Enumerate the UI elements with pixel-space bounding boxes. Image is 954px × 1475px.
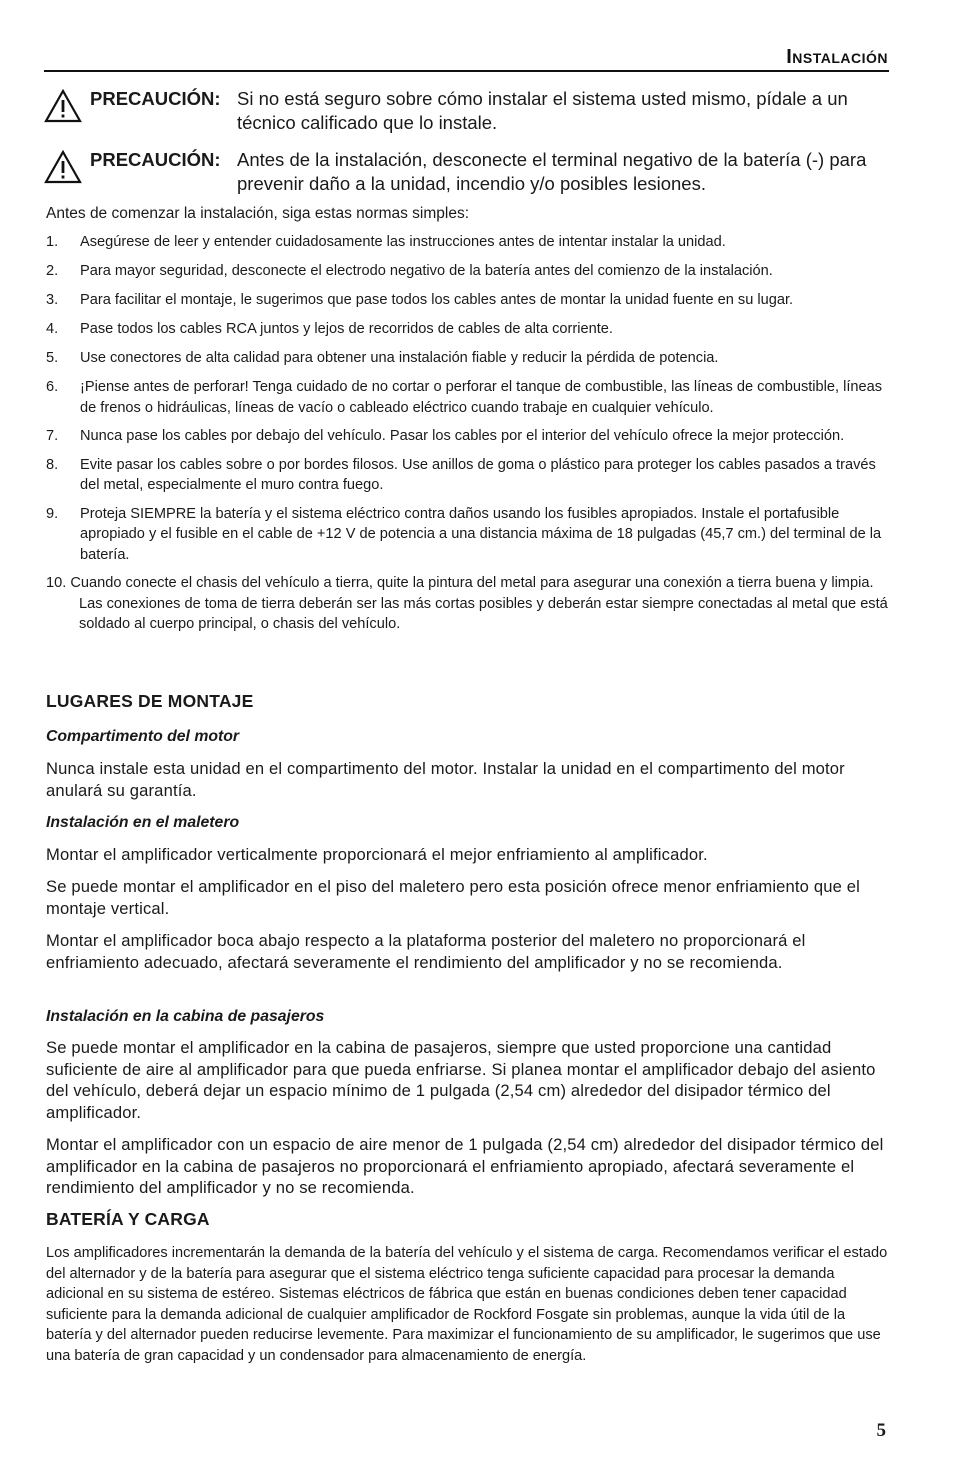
list-item xyxy=(46,261,888,282)
paragraph-engine: Nunca instale esta unidad en el compartimento del motor. Instalar la unidad en el compartimento del motor anulará su garantía. xyxy=(46,759,845,800)
item-number: 7. xyxy=(46,428,59,444)
item-number: 5. xyxy=(46,350,59,366)
item-number: 6. xyxy=(46,379,59,395)
section-heading-battery: BATERÍA Y CARGA xyxy=(46,1209,210,1229)
caution-text: Si no está seguro sobre cómo instalar el sistema usted mismo, pídale a un técnico calificado que lo instale. xyxy=(237,88,848,133)
item-number: 8. xyxy=(46,456,59,473)
item-text: Asegúrese de leer y entender cuidadosamente las instrucciones antes de intentar instalar la unidad. xyxy=(80,234,726,250)
item-text: Nunca pase los cables por debajo del vehículo. Pasar los cables por el interior del vehículo ofrece la mejor protección. xyxy=(80,428,845,444)
subheading-engine: Compartimento del motor xyxy=(46,728,240,745)
paragraph-trunk-2: Se puede montar el amplificador en el piso del maletero pero esta posición ofrece menor enfriamiento que el montaje vertical. xyxy=(46,877,860,918)
paragraph-battery: Los amplificadores incrementarán la demanda de la batería del vehículo y el sistema de carga. Recomendamos verificar el estado del alternador y de la batería para asegurar que el sistema eléctrico tenga suficiente capacidad para procesar la demanda adicional en su sistema de estéreo. Sistemas eléctricos de fábrica que están en buenas condiciones deben tener capacidad suficiente para la demanda adicional de cualquier amplificador de Rockford Fosgate sin problemas, aunque la vida útil de la batería y del alternador pueden reducirse levemente. Para maximizar el funcionamiento de su amplificador, le sugerimos que use una batería de gran capacidad y un condensador para almacenamiento de energía. xyxy=(46,1245,888,1364)
item-number: 9. xyxy=(46,505,59,522)
list-item xyxy=(46,377,888,418)
item-number: 3. xyxy=(46,292,59,308)
list-item xyxy=(46,232,888,253)
subheading-trunk: Instalación en el maletero xyxy=(46,814,240,831)
item-text: Evite pasar los cables sobre o por bordes filosos. Use anillos de goma o plástico para proteger los cables pasados a través del metal, especialmente el muro contra fuego. xyxy=(80,456,876,493)
item-text: Para mayor seguridad, desconecte el electrodo negativo de la batería antes del comienzo de la instalación. xyxy=(80,263,773,279)
section-heading-mounting: LUGARES DE MONTAJE xyxy=(46,691,254,711)
item-text: Cuando conecte el chasis del vehículo a tierra, quite la pintura del metal para asegurar una conexión a tierra buena y limpia. Las conexiones de toma de tierra deberán ser las más cortas posibles y deberán estar siempre conectadas al metal que está soldado al cuerpo principal, o chasis del vehículo. xyxy=(70,575,888,632)
item-number: 2. xyxy=(46,263,59,279)
item-number: 1. xyxy=(46,234,59,250)
intro-text: Antes de comenzar la instalación, siga estas normas simples: xyxy=(46,205,470,222)
warning-icon xyxy=(44,89,82,123)
installation-rules-list xyxy=(46,232,888,635)
item-text: Proteja SIEMPRE la batería y el sistema eléctrico contra daños usando los fusibles apropiados. Instale el portafusible apropiado y el fusible en el cable de +12 V de potencia a una distancia máxima de 18 pulgadas (45,7 cm.) del terminal de la batería. xyxy=(80,505,882,563)
list-item xyxy=(46,348,888,369)
caution-text: Antes de la instalación, desconecte el terminal negativo de la batería (-) para prevenir daño a la unidad, incendio y/o posibles lesiones. xyxy=(237,149,867,194)
item-number: 10. xyxy=(46,575,67,591)
list-item xyxy=(46,426,888,447)
paragraph-trunk-3: Montar el amplificador boca abajo respecto a la plataforma posterior del maletero no proporcionará el enfriamiento adecuado, afectará severamente el rendimiento del amplificador y no se recomienda. xyxy=(46,931,806,972)
caution-block-1 xyxy=(44,87,889,137)
paragraph-cabin-2: Montar el amplificador con un espacio de aire menor de 1 pulgada (2,54 cm) alrededor del disipador térmico del amplificador en la cabina de pasajeros no proporcionará el enfriamiento apropiado, afectará severamente el rendimiento del amplificador y no se recomienda. xyxy=(46,1135,884,1197)
subheading-cabin: Instalación en la cabina de pasajeros xyxy=(46,1008,325,1025)
list-item xyxy=(46,455,888,496)
item-text: Pase todos los cables RCA juntos y lejos de recorridos de cables de alta corriente. xyxy=(80,321,613,337)
list-item xyxy=(46,573,888,635)
list-item xyxy=(46,504,888,566)
caution-block-2 xyxy=(44,148,889,198)
item-number: 4. xyxy=(46,321,59,337)
caution-label: PRECAUCIÓN: xyxy=(90,88,221,109)
page-number: 5 xyxy=(876,1420,886,1441)
page-header-title: Instalación xyxy=(786,46,888,68)
warning-icon xyxy=(44,150,82,184)
paragraph-cabin-1: Se puede montar el amplificador en la cabina de pasajeros, siempre que usted proporcione una cantidad suficiente de aire al amplificador para que pueda enfriarse. Si planea montar el amplificador debajo del asiento del vehículo, deberá dejar un espacio mínimo de 1 pulgada (2,54 cm) alrededor del disipador térmico del amplificador. xyxy=(46,1038,876,1122)
list-item xyxy=(46,319,888,340)
item-text: Use conectores de alta calidad para obtener una instalación fiable y reducir la pérdida de potencia. xyxy=(80,350,719,366)
item-text: ¡Piense antes de perforar! Tenga cuidado de no cortar o perforar el tanque de combustible, las líneas de combustible, líneas de frenos o hidráulicas, líneas de vacío o cableado eléctrico cuando trabaje en cualquier vehículo. xyxy=(80,379,883,416)
caution-label: PRECAUCIÓN: xyxy=(90,149,221,170)
header-rule xyxy=(44,70,889,72)
paragraph-trunk-1: Montar el amplificador verticalmente proporcionará el mejor enfriamiento al amplificador. xyxy=(46,845,708,864)
item-text: Para facilitar el montaje, le sugerimos que pase todos los cables antes de montar la unidad fuente en su lugar. xyxy=(80,292,794,308)
list-item xyxy=(46,290,888,311)
